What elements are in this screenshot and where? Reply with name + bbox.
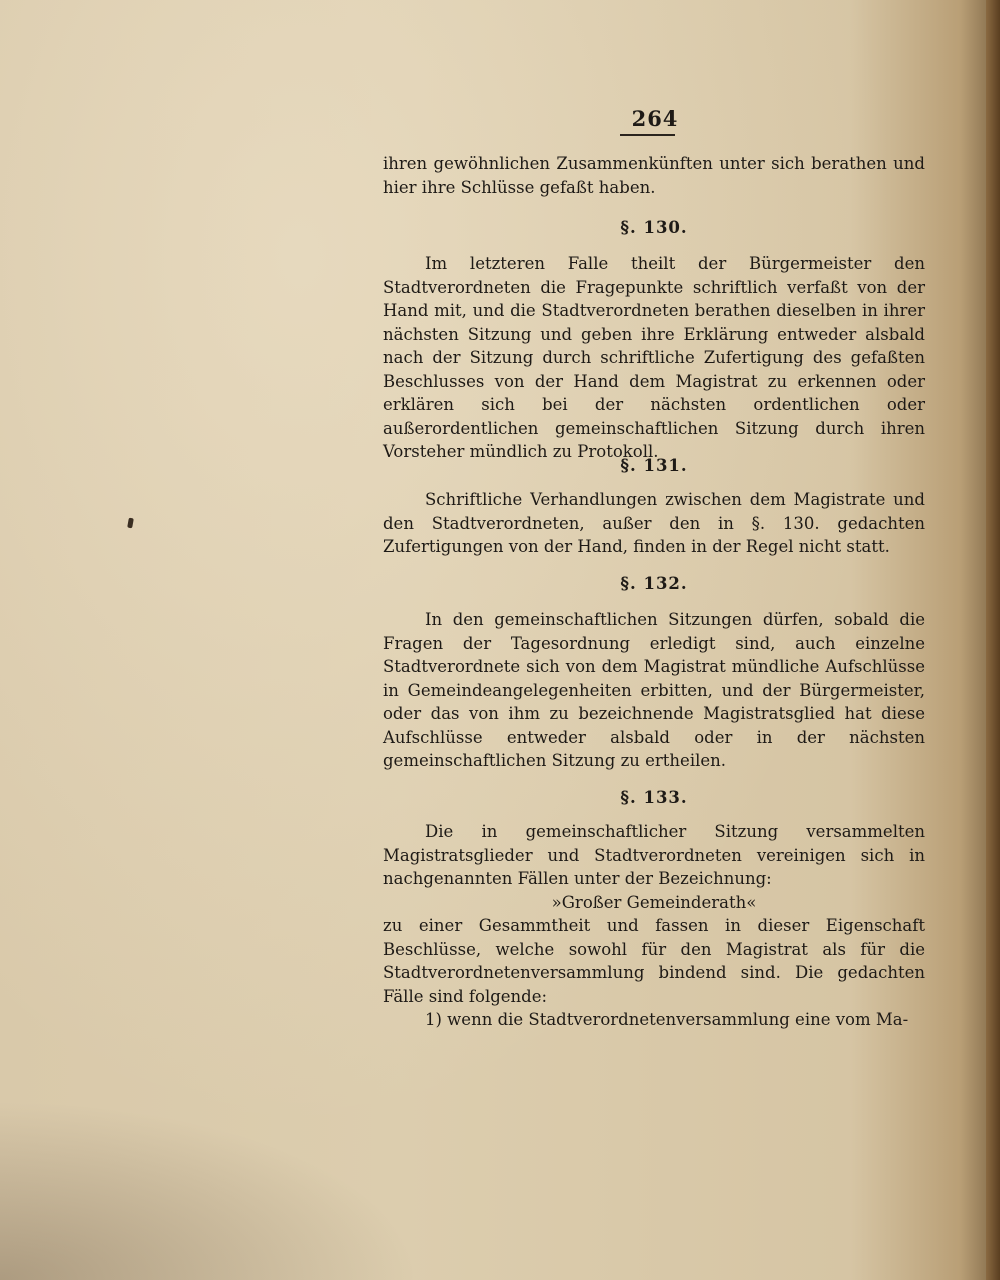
paragraph: Schriftliche Verhandlungen zwischen dem Magistrate und den Stadtverordneten, außer den in §. 130. gedachten Zufertigungen von der Hand, finden in der Regel nicht statt. xyxy=(383,490,925,556)
quoted-term: »Großer Gemeinderath« xyxy=(551,892,757,912)
intro-text xyxy=(383,152,925,199)
section-heading-133: §. 133. xyxy=(620,788,688,807)
section-heading-131: §. 131. xyxy=(620,456,688,475)
section-131-text xyxy=(383,488,925,559)
paragraph: zu einer Gesammtheit und fassen in dieser Eigenschaft Beschlüsse, welche sowohl für den Magistrat als für die Stadtverordnetenversammlung bindend sind. Die gedachten Fälle sind folgende: xyxy=(383,916,925,1006)
section-132-text xyxy=(383,608,925,773)
section-heading-132: §. 132. xyxy=(620,574,688,593)
paragraph: Im letzteren Falle theilt der Bürgermeister den Stadtverordneten die Fragepunkte schriftlich verfaßt von der Hand mit, und die Stadtverordneten berathen dieselben in ihrer nächsten Sitzung und geben ihre Erklärung entweder alsbald nach der Sitzung durch schriftliche Zufertigung des gefaßten Beschlusses von der Hand dem Magistrat zu erkennen oder erklären sich bei der nächsten ordentlichen oder außerordentlichen gemeinschaftlichen Sitzung durch ihren Vorsteher mündlich zu Protokoll. xyxy=(383,254,925,461)
paragraph: Die in gemeinschaftlicher Sitzung versammelten Magistratsglieder und Stadtverordneten vereinigen sich in nachgenannten Fällen unter der Bezeichnung: xyxy=(383,822,925,888)
page-number: 264 xyxy=(631,106,679,131)
section-heading-130: §. 130. xyxy=(620,218,688,237)
list-item: 1) wenn die Stadtverordnetenversammlung eine vom Ma- xyxy=(425,1010,909,1029)
paragraph: In den gemeinschaftlichen Sitzungen dürfen, sobald die Fragen der Tagesordnung erledigt sind, auch einzelne Stadtverordnete sich von dem Magistrat mündliche Aufschlüsse in Gemeindeangelegenheiten erbitten, und der Bürgermeister, oder das von ihm zu bezeichnende Magistratsglied hat diese Aufschlüsse entweder alsbald oder in der nächsten gemeinschaftlichen Sitzung zu ertheilen. xyxy=(383,610,925,770)
section-133-text xyxy=(383,820,925,1032)
paragraph: ihren gewöhnlichen Zusammenkünften unter sich berathen und hier ihre Schlüsse gefaßt haben. xyxy=(383,154,925,197)
page-edge-shadow xyxy=(986,0,1000,1280)
section-130-text xyxy=(383,252,925,464)
margin-ink-mark xyxy=(127,518,134,529)
page-number-rule xyxy=(620,134,675,136)
